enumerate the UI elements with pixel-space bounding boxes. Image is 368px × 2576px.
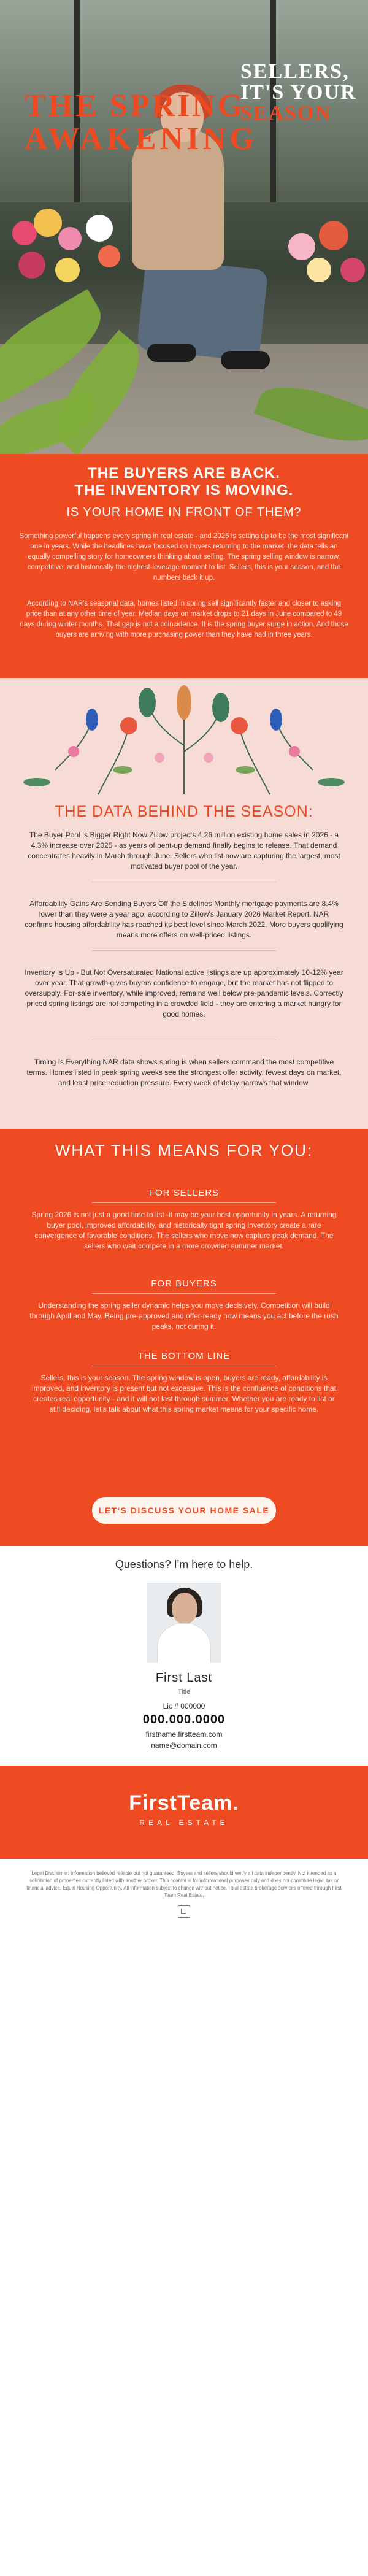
flower-shape xyxy=(340,258,365,282)
firstteam-logo[interactable]: FirstTeam. xyxy=(129,1791,239,1815)
divider xyxy=(92,1202,276,1203)
shoe xyxy=(221,351,270,369)
intro-question: IS YOUR HOME IN FRONT OF THEM? xyxy=(66,506,302,519)
hero-title xyxy=(25,88,258,156)
legal-disclaimer: Legal Disclaimer: Information believed reliable but not guaranteed. Buyers and sellers should verify all data independently. Not intended as a solicitation of properties currently listed with another broker. This content is for informational purposes only and does not constitute legal, tax or financial advice. Equal Housing Opportunity. All information subject to change without notice. Real estate brokerage services offered through First Team Real Estate. xyxy=(26,1870,342,1898)
agent-shirt xyxy=(157,1623,211,1663)
buyers-text: Understanding the spring seller dynamic helps you move decisively. Competition will build through April and May. Being pre-approved and offer-ready now means you act before the rush peaks, not during it. xyxy=(29,1301,339,1331)
discuss-home-sale-button[interactable] xyxy=(92,1497,276,1524)
hero-tagline-line: IT'S YOUR xyxy=(240,81,357,104)
intro-headline-line: THE INVENTORY IS MOVING. xyxy=(74,482,294,499)
hero-tagline-line: SEASON xyxy=(240,102,332,125)
contact-question: Questions? I'm here to help. xyxy=(115,1558,253,1571)
floral-illustration xyxy=(0,678,368,801)
flower-shape xyxy=(55,258,80,282)
data-item: Inventory Is Up - But Not Oversaturated National active listings are up approximately 10-12% year over year. That growth gives buyers confidence to engage, but the market has not flipped to oversupply. For-sale inventory, while improved, remains well below pre-pandemic levels. Correctly priced spring listings are not competing in a crowded field - they are entering a market hungry for good homes. xyxy=(25,968,343,1018)
flower-shape xyxy=(34,209,62,237)
means-section xyxy=(0,1129,368,1546)
hero-tagline xyxy=(240,61,357,124)
data-item: The Buyer Pool Is Bigger Right Now Zillow projects 4.26 million existing home sales in 2026 - a 4.3% increase over 2025 - as years of pent-up demand finally begins to release. That demand concentrates heavily in March through June. Sellers who list now are capturing the largest, most motivated buyer pool of the year. xyxy=(28,831,340,871)
flower-shape xyxy=(98,245,120,267)
discuss-home-sale-button-label: LET'S DISCUSS YOUR HOME SALE xyxy=(98,1505,270,1515)
agent-name: First Last xyxy=(155,1671,213,1685)
shoe xyxy=(147,344,196,362)
means-title: WHAT THIS MEANS FOR YOU: xyxy=(55,1141,313,1159)
agent-photo xyxy=(147,1583,221,1663)
flower-shape xyxy=(307,258,331,282)
flower-shape xyxy=(18,252,45,279)
buyers-heading: FOR BUYERS xyxy=(151,1278,217,1289)
sellers-text: Spring 2026 is not just a good time to list -it may be your best opportunity in years. A returning buyer pool, improved affordability, and historically tight spring inventory create a rare convergence of favorable conditions. The sellers who move now capture peak demand. The sellers who wait compete in a more crowded summer market. xyxy=(31,1210,337,1250)
flower-shape xyxy=(86,215,113,242)
flower-shape xyxy=(12,221,37,245)
hero-tagline-line: SELLERS, xyxy=(240,60,350,83)
equal-housing-icon-inner xyxy=(181,1909,186,1914)
data-item: Timing Is Everything NAR data shows spring is when sellers command the most competitive terms. Homes listed in peak spring weeks see the strongest offer activity, fewest days on market, and least price reduction pressure. Every week of delay narrows that window. xyxy=(26,1058,342,1087)
intro-paragraph: Something powerful happens every spring in real estate - and 2026 is setting up to be the most significant one in years. While the headlines have focused on buyers returning to the market, the data tells an equally compelling story for homeowners thinking about selling. The spring selling window is narrow, competitive, and historically the highest-leverage moment to list. Sellers, this is your season, and the numbers back it up. xyxy=(19,533,349,582)
bottom-line-heading: THE BOTTOM LINE xyxy=(137,1351,231,1361)
firstteam-logo-subtitle: REAL ESTATE xyxy=(139,1818,229,1827)
agent-face xyxy=(172,1593,197,1624)
data-section-title: THE DATA BEHIND THE SEASON: xyxy=(55,803,313,820)
flower-shape xyxy=(58,227,82,250)
agent-email-link[interactable]: name@domain.com xyxy=(151,1741,217,1750)
data-item: Affordability Gains Are Sending Buyers Off the Sidelines Monthly mortgage payments are 8.4% lower than they were a year ago, according to Zillow's January 2026 Market Report. NAR confirms housing affordability has reached its best level since March 2022. More buyers qualifying means more offers on well-priced listings. xyxy=(25,899,343,939)
intro-headline xyxy=(0,465,368,499)
hero-title-line: THE SPRING xyxy=(25,88,245,123)
divider xyxy=(92,950,276,951)
data-section xyxy=(0,678,368,1129)
floral-illustration-art xyxy=(23,685,345,794)
hero-banner xyxy=(0,0,368,454)
sellers-heading: FOR SELLERS xyxy=(148,1188,220,1198)
agent-website-link[interactable]: firstname.firstteam.com xyxy=(145,1730,223,1739)
equal-housing-icon xyxy=(178,1905,190,1918)
agent-phone-link[interactable]: 000.000.0000 xyxy=(142,1713,226,1726)
agent-title: Title xyxy=(177,1688,191,1696)
flower-shape xyxy=(319,221,348,250)
divider xyxy=(92,1293,276,1294)
agent-license: Lic # 000000 xyxy=(163,1702,205,1710)
intro-headline-line: THE BUYERS ARE BACK. xyxy=(88,465,280,482)
bottom-line-text: Sellers, this is your season. The spring window is open, buyers are ready, affordability is improved, and inventory is present but not excessive. This is the confluence of conditions that creates real opportunity - and it will not last through summer. Whether you are ready to list or still deciding, let's talk about what this spring market means for your specific home. xyxy=(31,1374,337,1413)
hero-title-line: AWAKENING xyxy=(25,121,258,156)
flower-shape xyxy=(288,233,315,260)
intro-paragraph: According to NAR's seasonal data, homes listed in spring sell significantly faster and closer to asking price than at any other time of year. Median days on market drops to 21 days in June compared to 49 days during winter months. That gap is not a coincidence. It is the spring buyer surge in action. And those buyers are arriving with more purchasing power than they have had in three years. xyxy=(20,600,348,639)
